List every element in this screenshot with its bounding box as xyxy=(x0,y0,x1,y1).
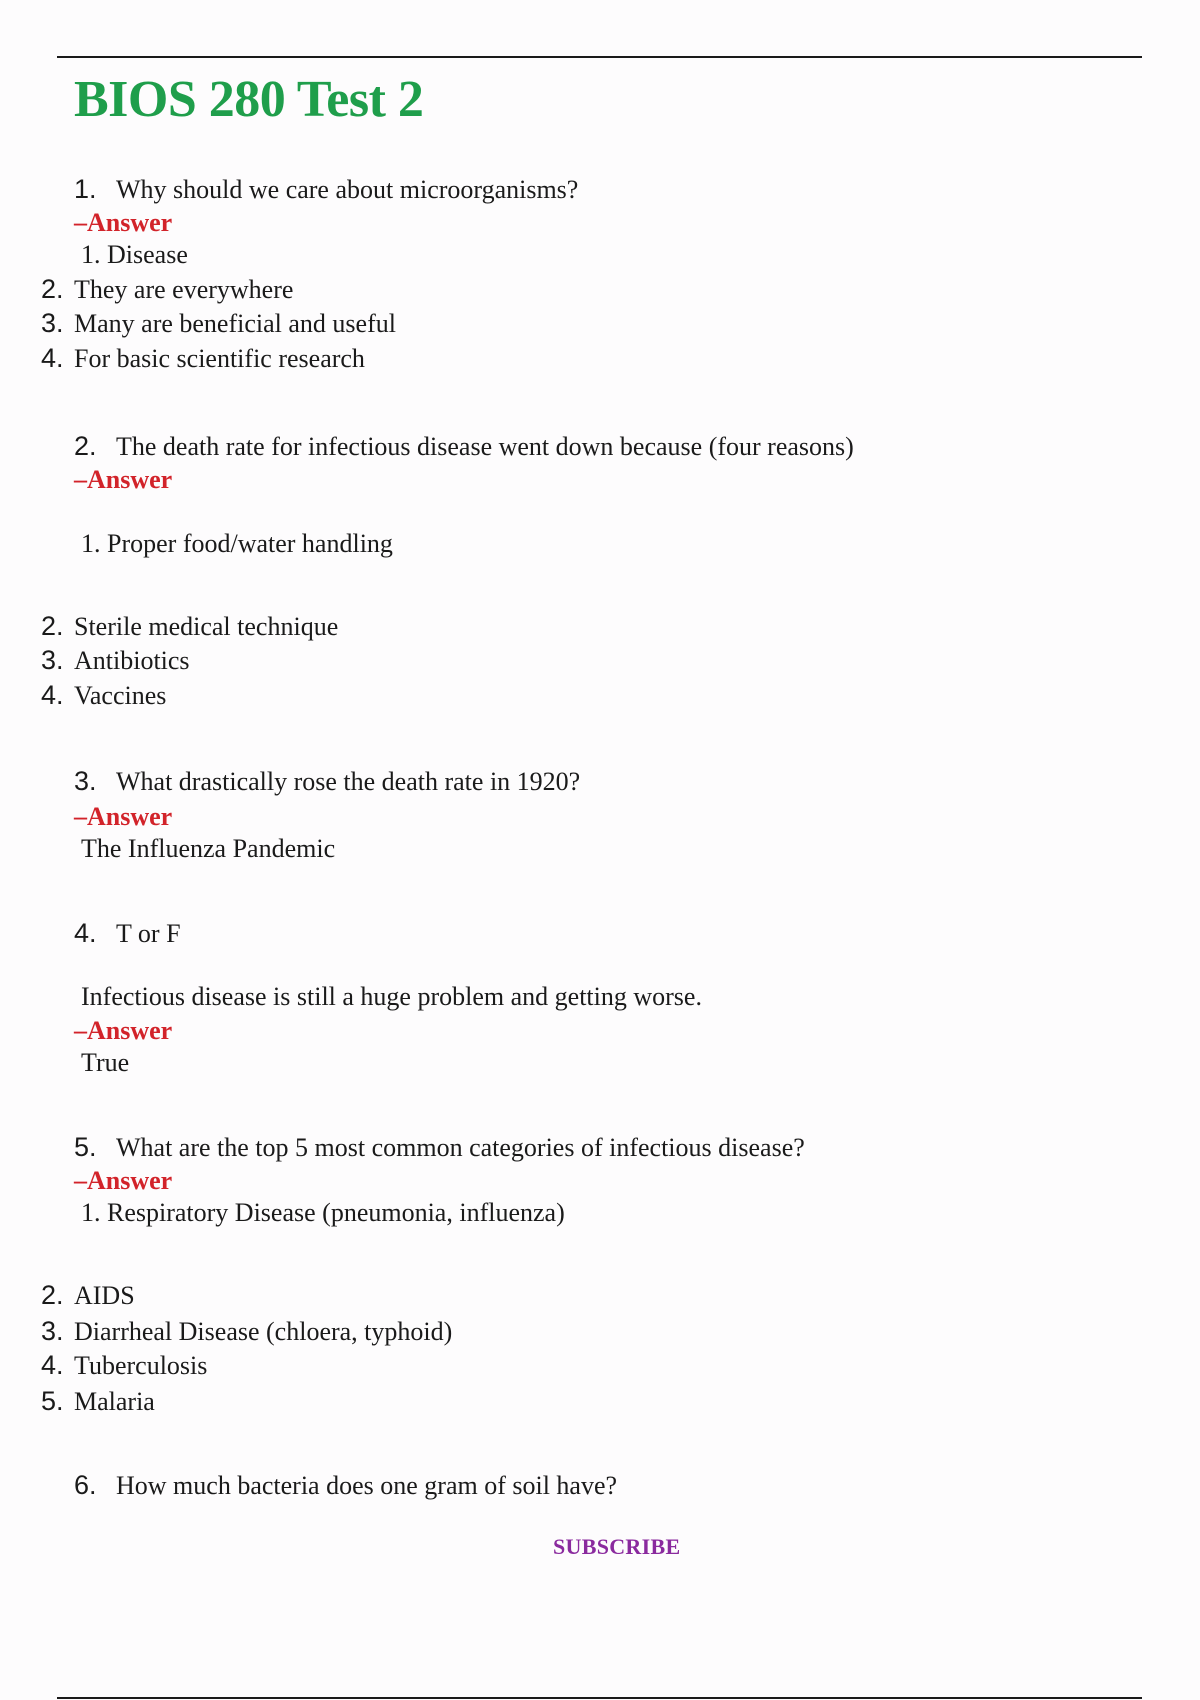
answer-list-item: 3. Antibiotics xyxy=(41,645,190,675)
answer-label: –Answer xyxy=(74,1016,173,1045)
answer-list-item: 4. For basic scientific research xyxy=(41,343,365,373)
answer-list-item: 4. Vaccines xyxy=(41,680,167,710)
top-rule xyxy=(57,56,1142,58)
question-number: 2. xyxy=(74,431,97,461)
document-title: BIOS 280 Test 2 xyxy=(74,71,424,128)
answer-list-item: 3. Many are beneficial and useful xyxy=(41,308,396,338)
answer-text: 1. Respiratory Disease (pneumonia, influenza) xyxy=(81,1198,565,1227)
question-2 xyxy=(74,431,854,462)
answer-list-item: 2. Sterile medical technique xyxy=(41,611,339,641)
question-number: 1. xyxy=(74,174,97,204)
question-number: 6. xyxy=(74,1470,97,1500)
question-number: 4. xyxy=(74,918,97,948)
question-number: 3. xyxy=(74,766,97,796)
answer-list-item: 2. They are everywhere xyxy=(41,274,294,304)
question-4 xyxy=(74,918,181,949)
question-statement: Infectious disease is still a huge problem and getting worse. xyxy=(81,982,702,1011)
answer-label: –Answer xyxy=(74,208,173,237)
answer-text: 1. Proper food/water handling xyxy=(81,529,393,558)
question-text: T or F xyxy=(116,919,181,948)
answer-list-item: 4. Tuberculosis xyxy=(41,1350,208,1380)
answer-text: 1. Disease xyxy=(81,240,188,269)
answer-label: –Answer xyxy=(74,465,173,494)
question-text: The death rate for infectious disease went down because (four reasons) xyxy=(116,432,854,461)
question-3 xyxy=(74,766,580,797)
question-5 xyxy=(74,1132,805,1163)
question-number: 5. xyxy=(74,1132,97,1162)
question-6 xyxy=(74,1470,617,1501)
question-text: What drastically rose the death rate in 1920? xyxy=(116,767,581,796)
answer-text: The Influenza Pandemic xyxy=(81,834,336,863)
question-text: How much bacteria does one gram of soil have? xyxy=(116,1471,618,1500)
answer-list-item: 2. AIDS xyxy=(41,1280,135,1310)
subscribe-link[interactable]: SUBSCRIBE xyxy=(553,1534,681,1559)
answer-text: True xyxy=(81,1048,130,1077)
answer-list-item: 5. Malaria xyxy=(41,1386,155,1416)
answer-label: –Answer xyxy=(74,1166,173,1195)
answer-list-item: 3. Diarrheal Disease (chloera, typhoid) xyxy=(41,1316,453,1346)
question-text: What are the top 5 most common categories of infectious disease? xyxy=(116,1133,805,1162)
answer-label: –Answer xyxy=(74,802,173,831)
bottom-rule xyxy=(57,1697,1142,1699)
question-text: Why should we care about microorganisms? xyxy=(116,175,579,204)
question-1 xyxy=(74,174,578,205)
